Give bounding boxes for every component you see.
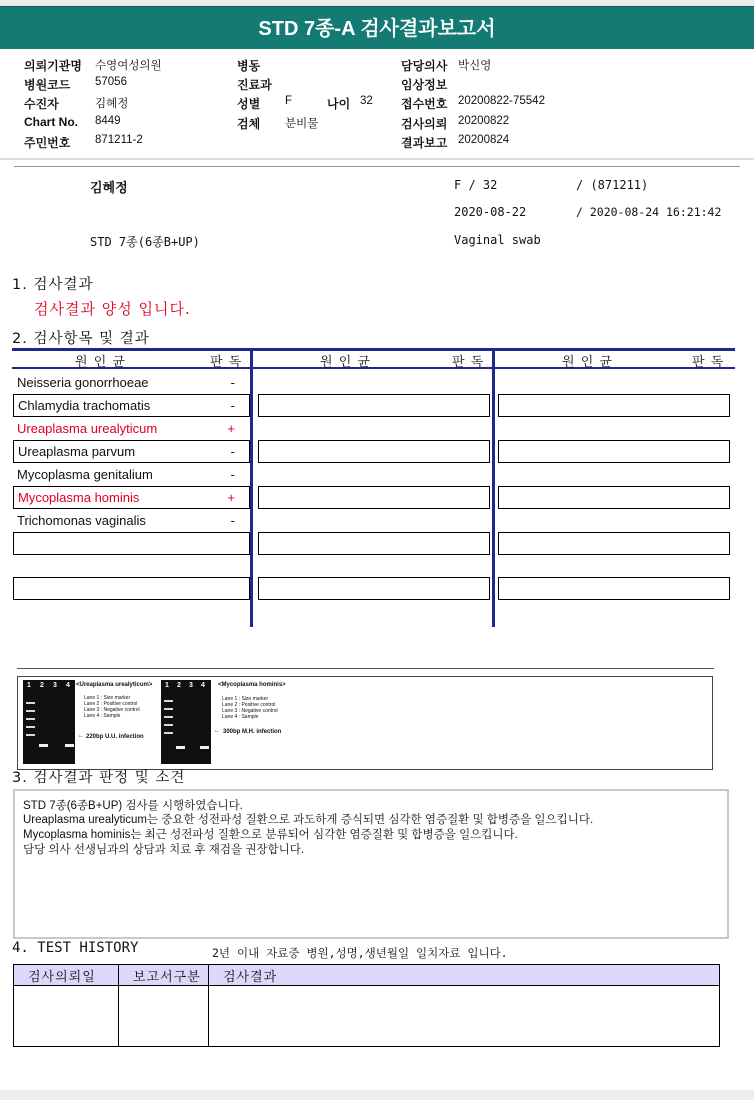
summary-name: 김혜정 [90, 181, 128, 196]
pathogen-result: - [230, 513, 235, 528]
empty-row [498, 532, 730, 555]
positive-band [39, 744, 48, 747]
pathogen-result: + [227, 490, 235, 505]
result-row [13, 394, 250, 417]
gel-legend-line: Lane 3 : Negative control [222, 708, 278, 714]
sample-band [65, 744, 74, 747]
institution-label: 의뢰기관명 [24, 59, 82, 73]
result-row [13, 440, 250, 463]
gel-image-panel [17, 676, 713, 770]
lane-label: 3 [189, 682, 193, 689]
gel-legend-line: Lane 1 : Size marker [222, 696, 269, 702]
gel-arrow-uu: ← [78, 733, 84, 739]
summary-test-name: STD 7종(6종B+UP) [90, 235, 200, 249]
patient-value: 김혜정 [95, 98, 129, 110]
marker-band [26, 702, 35, 704]
marker-band [164, 724, 173, 726]
specimen-value: 분비물 [285, 118, 319, 130]
request-label: 검사의뢰 [401, 117, 448, 131]
summary-top-rule [14, 166, 740, 167]
history-cell [14, 986, 119, 1047]
sample-band [200, 746, 209, 749]
column-divider-1 [250, 348, 253, 627]
rrn-label: 주민번호 [24, 136, 71, 150]
bottom-strip [0, 1090, 754, 1100]
result-summary: 검사결과 양성 입니다. [34, 300, 191, 318]
history-table [13, 964, 720, 1047]
gel-image-uu [23, 680, 75, 764]
receipt-value: 20200822-75542 [458, 95, 545, 107]
col1-result-header: 판 독 [210, 355, 243, 370]
lane-label: 2 [177, 682, 181, 689]
col3-result-header: 판 독 [692, 355, 725, 370]
summary-rrn: / (871211) [576, 178, 649, 192]
doctor-label: 담당의사 [401, 59, 448, 73]
summary-report-datetime: / 2020-08-24 16:21:42 [576, 205, 722, 219]
empty-row [258, 394, 490, 417]
empty-row [13, 532, 250, 555]
lane-label: 3 [53, 682, 57, 689]
sex-value: F [285, 95, 293, 107]
age-label: 나이 [327, 97, 351, 111]
gel-arrow-mh: ← [214, 728, 220, 734]
hospital-code-label: 병원코드 [24, 78, 71, 92]
findings-line: Mycoplasma hominis는 최근 성전파성 질환으로 분류되어 심각한 염증질환 및 합병증을 일으킵니다. [23, 829, 518, 841]
marker-band [26, 718, 35, 720]
header-info [0, 0, 754, 160]
specimen-label: 검체 [237, 117, 261, 131]
gel-legend-line: Lane 1 : Size marker [84, 695, 131, 701]
empty-row [258, 440, 490, 463]
history-cell [209, 986, 720, 1047]
pathogen-name: Neisseria gonorrhoeae [17, 375, 149, 390]
gel-band-label-mh: 300bp M.H. infection [223, 729, 282, 735]
marker-band [164, 716, 173, 718]
result-row [13, 372, 249, 393]
age-value: 32 [360, 95, 373, 107]
column-divider-2 [492, 348, 495, 627]
result-row [13, 510, 249, 531]
findings-line: STD 7종(6종B+UP) 검사를 시행하였습니다. [23, 800, 243, 812]
section1-heading: 1. 검사결과 [12, 277, 94, 293]
lane-label: 4 [201, 682, 205, 689]
receipt-label: 접수번호 [401, 97, 448, 111]
gel-image-mh [161, 680, 211, 764]
chart-label: Chart No. [24, 115, 78, 129]
history-note: 2년 이내 자료중 병원,성명,생년월일 일치자료 입니다. [212, 946, 508, 960]
gel-legend-line: Lane 4 : Sample [84, 713, 121, 719]
history-cell [119, 986, 209, 1047]
col2-result-header: 판 독 [452, 355, 485, 370]
dept-label: 진료과 [237, 78, 272, 92]
result-row [13, 464, 249, 485]
positive-band [176, 746, 185, 749]
report-title: STD 7종-A 검사결과보고서 [0, 6, 754, 49]
ward-label: 병동 [237, 59, 261, 73]
pathogen-result: + [227, 421, 235, 436]
institution-value: 수영여성의원 [95, 60, 162, 72]
doctor-value: 박신영 [458, 60, 492, 72]
rrn-value: 871211-2 [95, 134, 143, 146]
lane-label: 4 [66, 682, 70, 689]
marker-band [164, 732, 173, 734]
empty-row [258, 577, 490, 600]
col2-pathogen-header: 원 인 균 [320, 355, 371, 370]
history-col-request: 검사의뢰일 [14, 965, 119, 986]
result-row-positive [13, 418, 249, 439]
section4-heading: 4. TEST HISTORY [12, 940, 139, 956]
report-value: 20200824 [458, 134, 510, 146]
findings-line: Ureaplasma urealyticum는 중요한 성전파성 질환으로 과도하게 증식되면 심각한 염증질환 및 합병증을 일으킵니다. [23, 814, 594, 826]
findings-line: 담당 의사 선생님과의 상담과 치료 후 재검을 권장합니다. [23, 844, 305, 856]
lane-label: 2 [40, 682, 44, 689]
pathogen-name: Chlamydia trachomatis [18, 398, 151, 413]
col1-pathogen-header: 원 인 균 [75, 355, 126, 370]
header-divider [0, 158, 754, 160]
pathogen-name: Ureaplasma urealyticum [17, 421, 158, 436]
result-row-positive [13, 486, 250, 509]
gel-title-mh: <Mycoplasma hominis> [218, 682, 286, 688]
marker-band [164, 700, 173, 702]
marker-band [26, 710, 35, 712]
patient-label: 수진자 [24, 97, 59, 111]
summary-sex-age: F / 32 [454, 178, 498, 192]
marker-band [26, 734, 35, 736]
gel-legend-line: Lane 2 : Positive control [84, 701, 138, 707]
empty-row [258, 486, 490, 509]
pathogen-name: Mycoplasma genitalium [17, 467, 153, 482]
summary-specimen: Vaginal swab [454, 233, 541, 247]
section2-heading: 2. 검사항목 및 결과 [12, 331, 150, 347]
gel-legend-line: Lane 4 : Sample [222, 714, 259, 720]
report-label: 결과보고 [401, 136, 448, 150]
request-value: 20200822 [458, 115, 510, 127]
summary-request-date: 2020-08-22 [454, 205, 527, 219]
chart-value: 8449 [95, 115, 121, 127]
empty-row [498, 577, 730, 600]
clinical-label: 임상정보 [401, 78, 448, 92]
col3-pathogen-header: 원 인 균 [562, 355, 613, 370]
pathogen-result: - [230, 467, 235, 482]
pathogen-name: Mycoplasma hominis [18, 490, 140, 505]
pathogen-name: Trichomonas vaginalis [17, 513, 146, 528]
pathogen-result: - [230, 444, 235, 459]
empty-row [498, 486, 730, 509]
history-col-type: 보고서구분 [119, 965, 209, 986]
marker-band [26, 726, 35, 728]
empty-row [13, 577, 250, 600]
findings-box [13, 789, 729, 939]
gel-legend-line: Lane 3 : Negative control [84, 707, 140, 713]
sex-label: 성별 [237, 97, 261, 111]
lane-label: 1 [27, 682, 31, 689]
gel-title-uu: <Ureaplasma urealyticum> [76, 682, 153, 688]
marker-band [164, 708, 173, 710]
pathogen-result: - [230, 398, 235, 413]
pathogen-result: - [230, 375, 235, 390]
history-col-result: 검사결과 [209, 965, 720, 986]
empty-row [498, 394, 730, 417]
gel-legend-line: Lane 2 : Positive control [222, 702, 276, 708]
section3-heading: 3. 검사결과 판정 및 소견 [12, 770, 186, 786]
gel-band-label-uu: 220bp U.U. infection [86, 734, 144, 740]
empty-row [258, 532, 490, 555]
empty-row [498, 440, 730, 463]
pathogen-name: Ureaplasma parvum [18, 444, 136, 459]
hospital-code-value: 57056 [95, 76, 127, 88]
lane-label: 1 [165, 682, 169, 689]
gel-top-rule [17, 668, 714, 669]
